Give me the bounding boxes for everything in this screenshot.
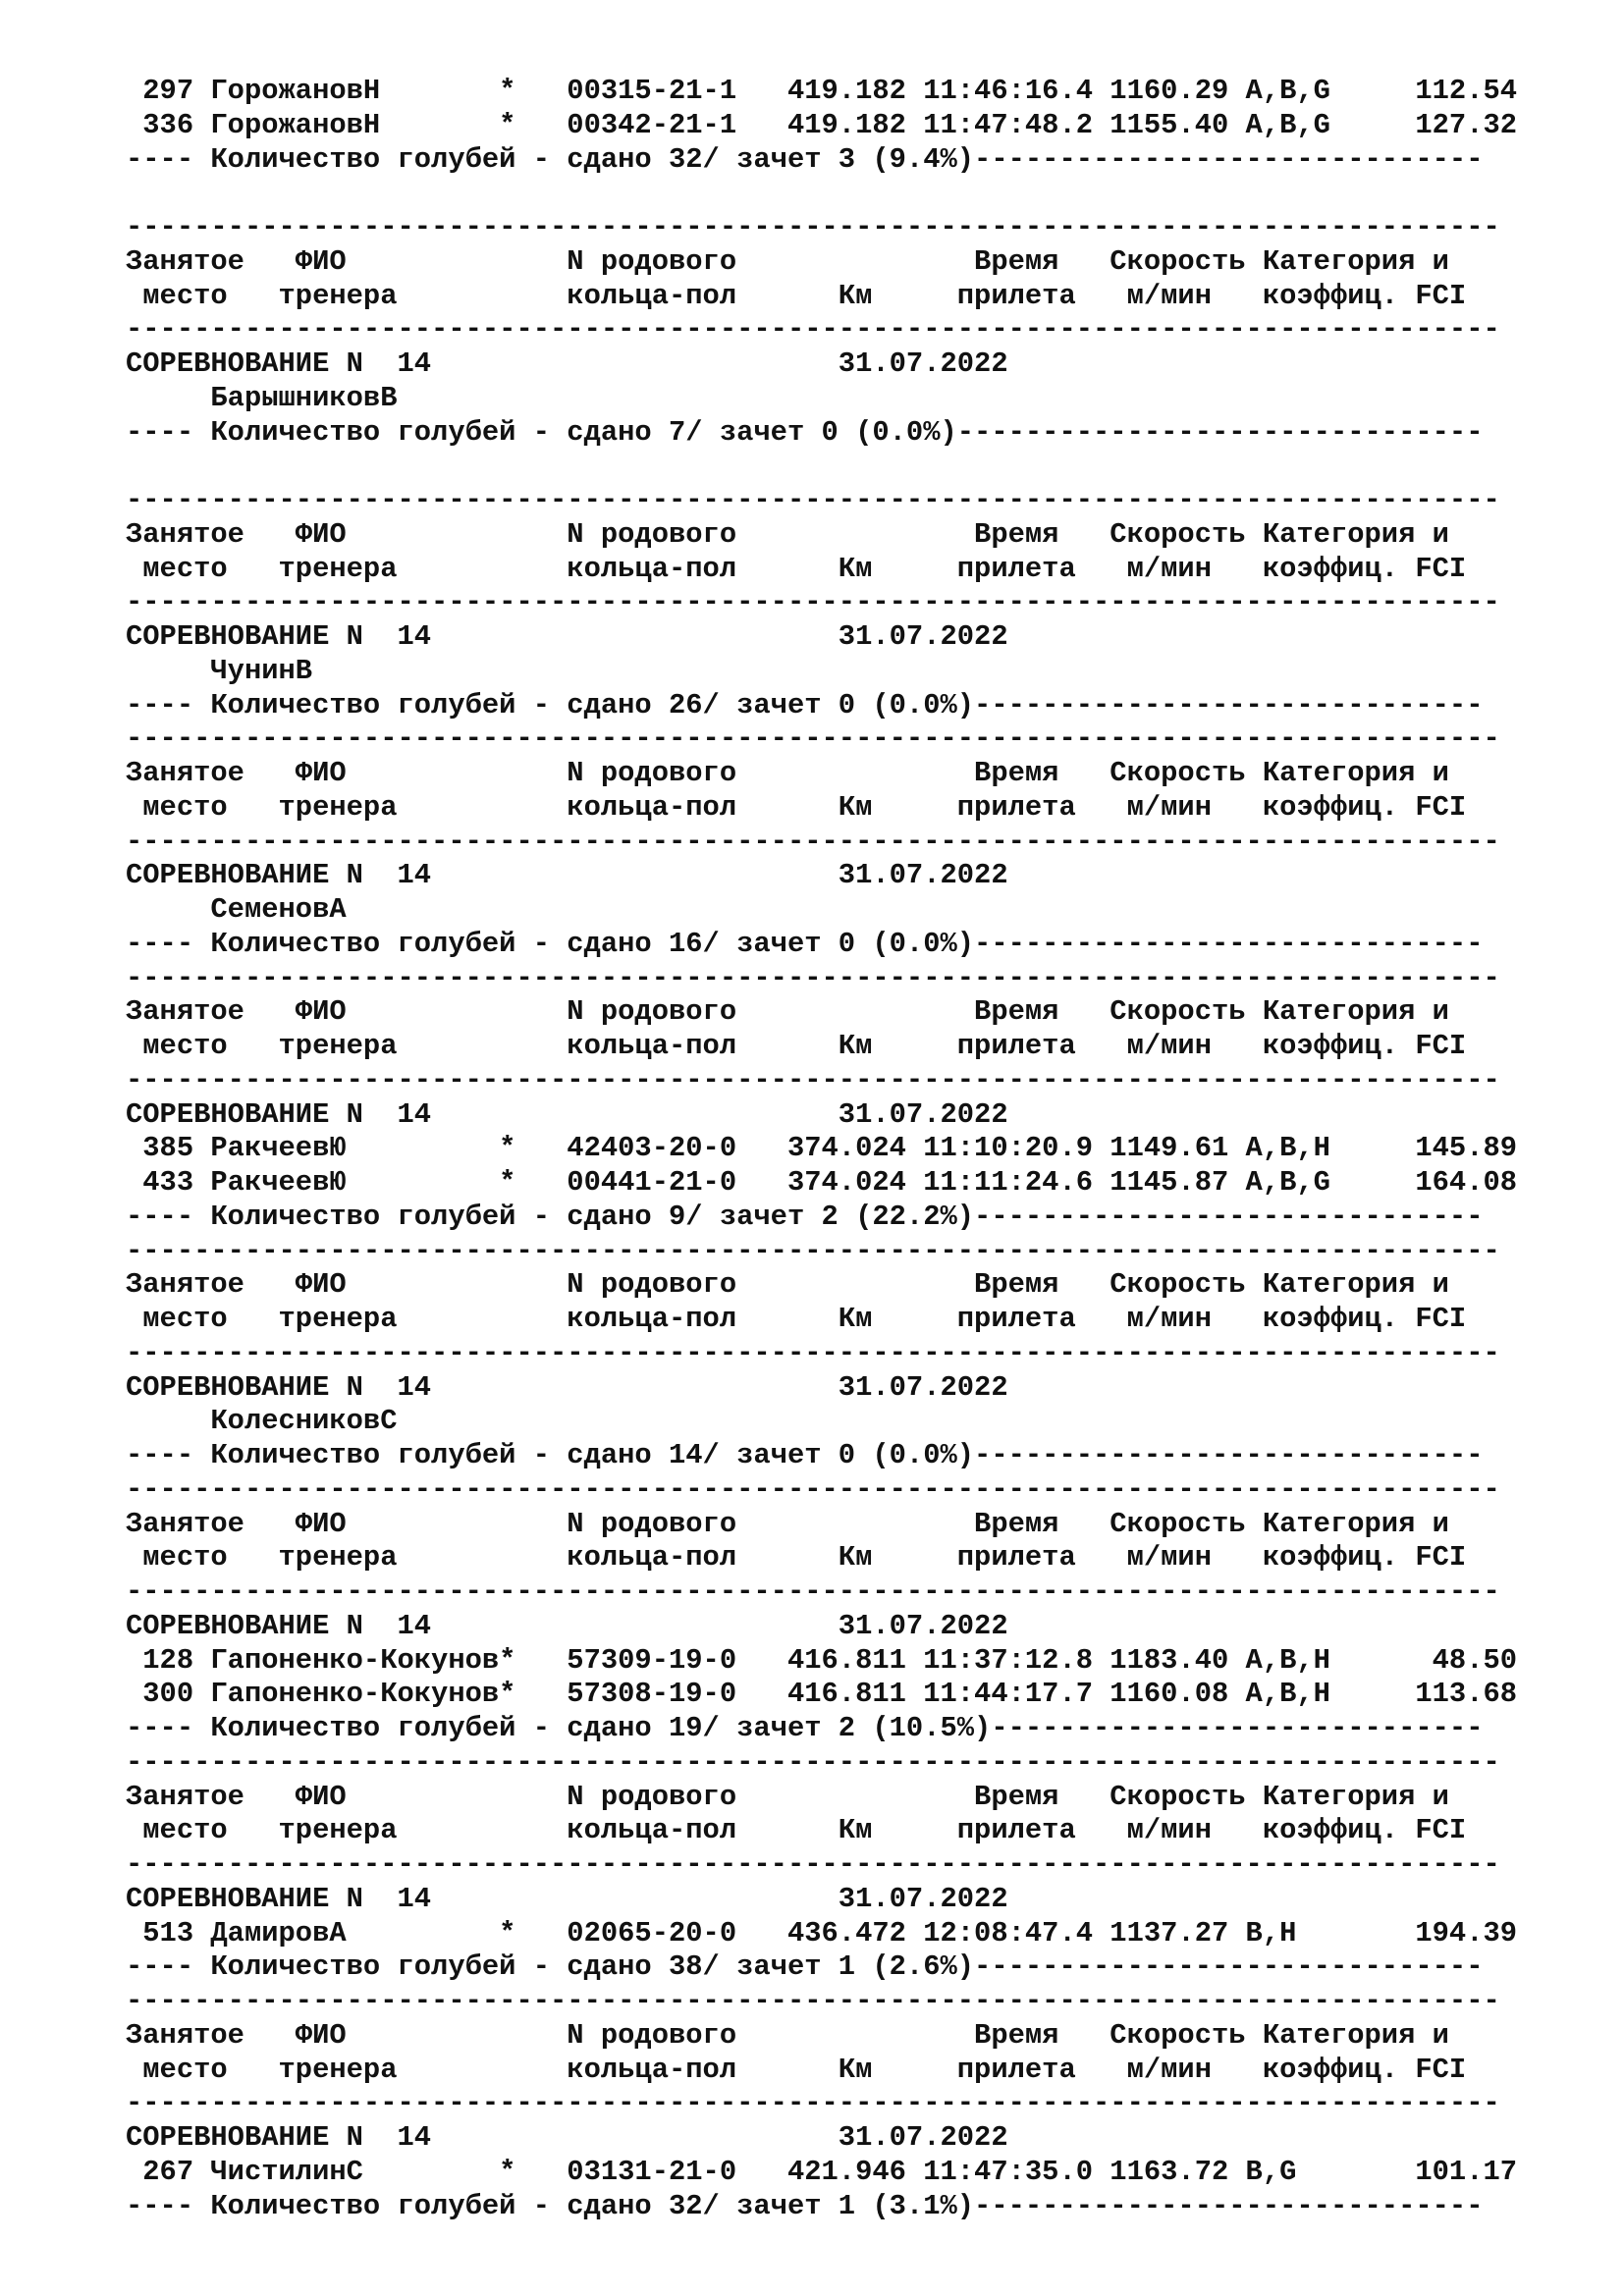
separator-line: --------------------------------------------------------------------------------- xyxy=(126,961,1500,994)
summary-line: ---- Количество голубей - сдано 16/ зачет 0 (0.0%)------------------------------ xyxy=(126,927,1484,960)
table-header-row-2: место тренера кольца-пол Км прилета м/мин коэффиц. FCI xyxy=(126,790,1467,824)
result-row: 513 ДамировА * 02065-20-0 436.472 12:08:47.4 1137.27 B,H 194.39 xyxy=(126,1916,1518,1949)
table-header-row-2: место тренера кольца-пол Км прилета м/мин коэффиц. FCI xyxy=(126,552,1467,585)
result-row: 433 РакчеевЮ * 00441-21-0 374.024 11:11:24.6 1145.87 A,B,G 164.08 xyxy=(126,1166,1518,1199)
separator-line: --------------------------------------------------------------------------------- xyxy=(126,1848,1500,1881)
separator-line: --------------------------------------------------------------------------------- xyxy=(126,1336,1500,1369)
competition-title: СОРЕВНОВАНИЕ N 14 31.07.2022 xyxy=(126,620,1008,653)
separator-line: --------------------------------------------------------------------------------- xyxy=(126,484,1500,516)
table-header-row-1: Занятое ФИО N родового Время Скорость Категория и xyxy=(126,1780,1449,1813)
summary-line: ---- Количество голубей - сдано 14/ зачет 0 (0.0%)------------------------------ xyxy=(126,1439,1484,1471)
separator-line: --------------------------------------------------------------------------------- xyxy=(126,211,1500,243)
table-header-row-1: Занятое ФИО N родового Время Скорость Категория и xyxy=(126,517,1449,551)
summary-line: ---- Количество голубей - сдано 38/ зачет 1 (2.6%)------------------------------ xyxy=(126,1950,1484,1984)
separator-line: --------------------------------------------------------------------------------- xyxy=(126,825,1500,858)
summary-line: ---- Количество голубей - сдано 26/ зачет 0 (0.0%)------------------------------ xyxy=(126,688,1484,721)
competition-title: СОРЕВНОВАНИЕ N 14 31.07.2022 xyxy=(126,2121,1008,2154)
summary-line: ---- Количество голубей - сдано 19/ зачет 2 (10.5%)----------------------------- xyxy=(126,1712,1484,1744)
summary-line: ---- Количество голубей - сдано 7/ зачет 0 (0.0%)------------------------------- xyxy=(126,415,1484,449)
result-row: 267 ЧистилинС * 03131-21-0 421.946 11:47:35.0 1163.72 B,G 101.17 xyxy=(126,2155,1518,2188)
separator-line: --------------------------------------------------------------------------------- xyxy=(126,1234,1500,1267)
report-page xyxy=(126,75,1598,2223)
trainer-name: ЧунинВ xyxy=(126,654,313,687)
result-row: 300 Гапоненко-Кокунов* 57308-19-0 416.811 11:44:17.7 1160.08 A,B,H 113.68 xyxy=(126,1678,1518,1711)
table-header-row-1: Занятое ФИО N родового Время Скорость Категория и xyxy=(126,995,1449,1029)
separator-line: --------------------------------------------------------------------------------- xyxy=(126,722,1500,756)
table-header-row-2: место тренера кольца-пол Км прилета м/мин коэффиц. FCI xyxy=(126,1814,1467,1847)
table-header-row-2: место тренера кольца-пол Км прилета м/мин коэффиц. FCI xyxy=(126,279,1467,312)
table-header-row-2: место тренера кольца-пол Км прилета м/мин коэффиц. FCI xyxy=(126,1030,1467,1062)
blank-line xyxy=(126,177,1598,211)
result-row: 128 Гапоненко-Кокунов* 57309-19-0 416.811 11:37:12.8 1183.40 A,B,H 48.50 xyxy=(126,1643,1518,1677)
competition-title: СОРЕВНОВАНИЕ N 14 31.07.2022 xyxy=(126,1609,1008,1642)
summary-line: ---- Количество голубей - сдано 9/ зачет 2 (22.2%)------------------------------ xyxy=(126,1200,1484,1233)
result-row: 385 РакчеевЮ * 42403-20-0 374.024 11:10:20.9 1149.61 A,B,H 145.89 xyxy=(126,1132,1518,1165)
table-header-row-1: Занятое ФИО N родового Время Скорость Категория и xyxy=(126,244,1449,278)
competition-title: СОРЕВНОВАНИЕ N 14 31.07.2022 xyxy=(126,1370,1008,1404)
separator-line: --------------------------------------------------------------------------------- xyxy=(126,1472,1500,1506)
competition-title: СОРЕВНОВАНИЕ N 14 31.07.2022 xyxy=(126,1882,1008,1915)
table-header-row-1: Занятое ФИО N родового Время Скорость Категория и xyxy=(126,757,1449,789)
trainer-name: БарышниковВ xyxy=(126,381,398,414)
table-header-row-2: место тренера кольца-пол Км прилета м/мин коэффиц. FCI xyxy=(126,1541,1467,1575)
table-header-row-1: Занятое ФИО N родового Время Скорость Категория и xyxy=(126,1507,1449,1540)
competition-title: СОРЕВНОВАНИЕ N 14 31.07.2022 xyxy=(126,1097,1008,1131)
separator-line: --------------------------------------------------------------------------------- xyxy=(126,313,1500,347)
table-header-row-1: Занятое ФИО N родового Время Скорость Категория и xyxy=(126,1268,1449,1302)
separator-line: --------------------------------------------------------------------------------- xyxy=(126,586,1500,619)
separator-line: --------------------------------------------------------------------------------- xyxy=(126,1985,1500,2017)
competition-title: СОРЕВНОВАНИЕ N 14 31.07.2022 xyxy=(126,347,1008,380)
summary-line: ---- Количество голубей - сдано 32/ зачет 3 (9.4%)------------------------------ xyxy=(126,142,1484,176)
result-row: 336 ГорожановН * 00342-21-1 419.182 11:47:48.2 1155.40 A,B,G 127.32 xyxy=(126,108,1518,141)
separator-line: --------------------------------------------------------------------------------- xyxy=(126,1575,1500,1608)
result-row: 297 ГорожановН * 00315-21-1 419.182 11:46:16.4 1160.29 A,B,G 112.54 xyxy=(126,75,1518,107)
trainer-name: СеменовА xyxy=(126,893,347,926)
table-header-row-1: Занятое ФИО N родового Время Скорость Категория и xyxy=(126,2018,1449,2052)
competition-title: СОРЕВНОВАНИЕ N 14 31.07.2022 xyxy=(126,859,1008,892)
table-header-row-2: место тренера кольца-пол Км прилета м/мин коэффиц. FCI xyxy=(126,2053,1467,2086)
trainer-name: КолесниковС xyxy=(126,1405,398,1438)
separator-line: --------------------------------------------------------------------------------- xyxy=(126,1745,1500,1779)
separator-line: --------------------------------------------------------------------------------- xyxy=(126,2087,1500,2120)
table-header-row-2: место тренера кольца-пол Км прилета м/мин коэффиц. FCI xyxy=(126,1303,1467,1335)
blank-line xyxy=(126,450,1598,484)
summary-line: ---- Количество голубей - сдано 32/ зачет 1 (3.1%)------------------------------ xyxy=(126,2189,1484,2222)
separator-line: --------------------------------------------------------------------------------- xyxy=(126,1063,1500,1096)
